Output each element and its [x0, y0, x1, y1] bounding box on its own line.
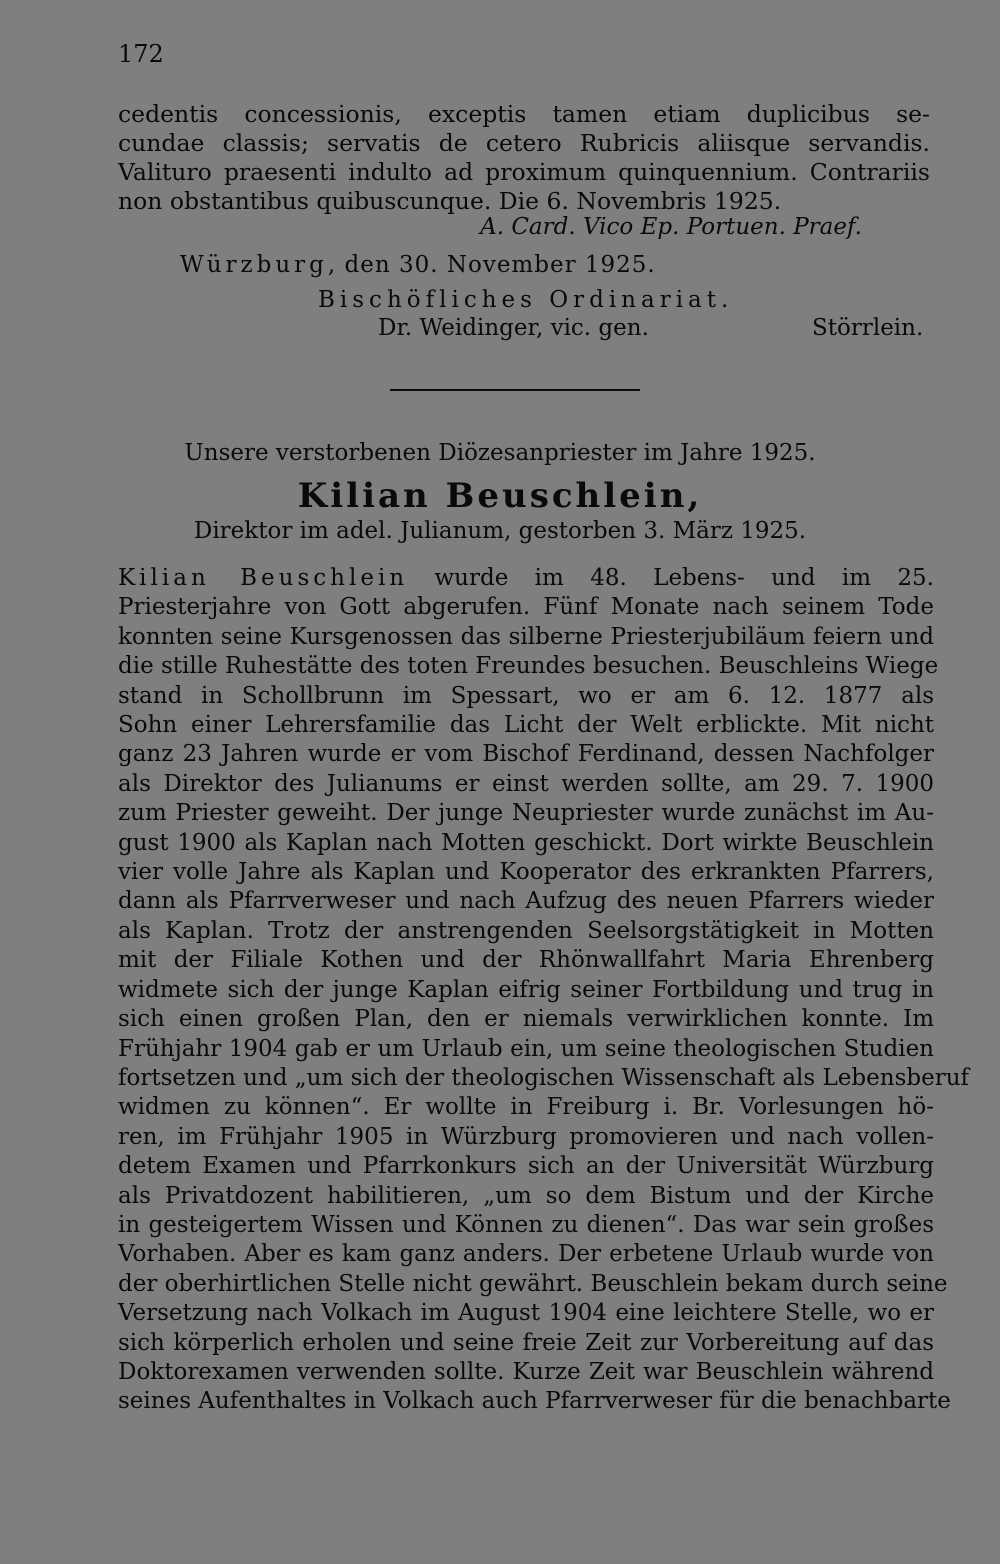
text-line [118, 564, 934, 593]
text-line: vier volle Jahre als Kaplan und Kooperator des erkrankten Pfarrers, [118, 859, 934, 886]
obituary-subtitle: Direktor im adel. Julianum, gestorben 3. März 1925. [193, 518, 807, 544]
ordinariat-heading: Bischöfliches Ordinariat. [318, 287, 734, 313]
text-line: non obstantibus quibuscunque. Die 6. Novembris 1925. [118, 187, 782, 215]
secretary-signature: Störrlein. [812, 315, 924, 341]
text-line: ganz 23 Jahren wurde er vom Bischof Ferdinand, dessen Nachfolger [118, 741, 934, 768]
text-line: Vorhaben. Aber es kam ganz anders. Der erbetene Urlaub wurde von [118, 1241, 934, 1268]
text-line: Versetzung nach Volkach im August 1904 eine leichtere Stelle, wo er [118, 1300, 934, 1327]
text-line: als Privatdozent habilitieren, „um so dem Bistum und der Kirche [118, 1182, 934, 1209]
text-line: konnten seine Kursgenossen das silberne Priesterjubiläum feiern und [118, 623, 934, 650]
text-line: Sohn einer Lehrersfamilie das Licht der Welt erblickte. Mit nicht [118, 712, 934, 739]
text-line: dann als Pfarrverweser und nach Aufzug des neuen Pfarrers wieder [118, 888, 934, 915]
text-line: zum Priester geweiht. Der junge Neupriester wurde zunächst im Au- [118, 800, 934, 827]
text-line: widmete sich der junge Kaplan eifrig seiner Fortbildung und trug in [118, 976, 934, 1003]
text-line: Priesterjahre von Gott abgerufen. Fünf Monate nach seinem Tode [118, 594, 934, 621]
place-name: Würzburg [180, 252, 328, 278]
section-divider [390, 389, 640, 391]
text-line: sich körperlich erholen und seine freie Zeit zur Vorbereitung auf das [118, 1329, 934, 1356]
obituary-body [118, 564, 970, 1417]
section-heading: Unsere verstorbenen Diözesanpriester im Jahre 1925. [184, 440, 816, 466]
text-line: cundae classis; servatis de cetero Rubricis aliisque servandis. [118, 129, 930, 157]
text-line: mit der Filiale Kothen und der Rhönwallfahrt Maria Ehrenberg [118, 947, 934, 974]
latin-decree-text [118, 100, 930, 216]
text-line: gust 1900 als Kaplan nach Motten geschickt. Dort wirkte Beuschlein [118, 829, 934, 856]
person-name: Kilian Beuschlein [118, 565, 409, 591]
text-line: der oberhirtlichen Stelle nicht gewährt. Beuschlein bekam durch seine [118, 1270, 948, 1297]
text-line: widmen zu können“. Er wollte in Freiburg i. Br. Vorlesungen hö- [118, 1094, 934, 1121]
cardinal-signature: A. Card. Vico Ep. Portuen. Praef. [480, 214, 862, 240]
text-line: in gesteigertem Wissen und Können zu dienen“. Das war sein großes [118, 1211, 934, 1238]
vicar-general-signature: Dr. Weidinger, vic. gen. [378, 315, 649, 341]
date-text: , den 30. November 1925. [327, 252, 656, 278]
text-line: Doktorexamen verwenden sollte. Kurze Zeit war Beuschlein während [118, 1358, 934, 1385]
text-line: detem Examen und Pfarrkonkurs sich an der Universität Würzburg [118, 1153, 934, 1180]
text-line: fortsetzen und „um sich der theologischen Wissenschaft als Lebensberuf [118, 1064, 970, 1091]
text-line: cedentis concessionis, exceptis tamen etiam duplicibus se- [118, 100, 930, 128]
text-line: die stille Ruhestätte des toten Freundes besuchen. Beuschleins Wiege [118, 653, 939, 680]
page-number: 172 [118, 40, 164, 68]
place-date-line [180, 252, 656, 278]
text-line: als Kaplan. Trotz der anstrengenden Seelsorgstätigkeit in Motten [118, 917, 934, 944]
text-line: Frühjahr 1904 gab er um Urlaub ein, um seine theologischen Studien [118, 1035, 934, 1062]
text-line: sich einen großen Plan, den er niemals verwirklichen konnte. Im [118, 1006, 934, 1033]
text-line: Valituro praesenti indulto ad proximum quinquennium. Contrariis [118, 158, 930, 186]
text-line: ren, im Frühjahr 1905 in Würzburg promovieren und nach vollen- [118, 1123, 934, 1150]
text-line: seines Aufenthaltes in Volkach auch Pfarrverweser für die benachbarte [118, 1388, 951, 1415]
text-span: wurde im 48. Lebens- und im 25. [408, 565, 934, 591]
text-line: stand in Schollbrunn im Spessart, wo er am 6. 12. 1877 als [118, 682, 934, 709]
text-line: als Direktor des Julianums er einst werden sollte, am 29. 7. 1900 [118, 770, 934, 797]
obituary-name: Kilian Beuschlein, [297, 476, 703, 516]
